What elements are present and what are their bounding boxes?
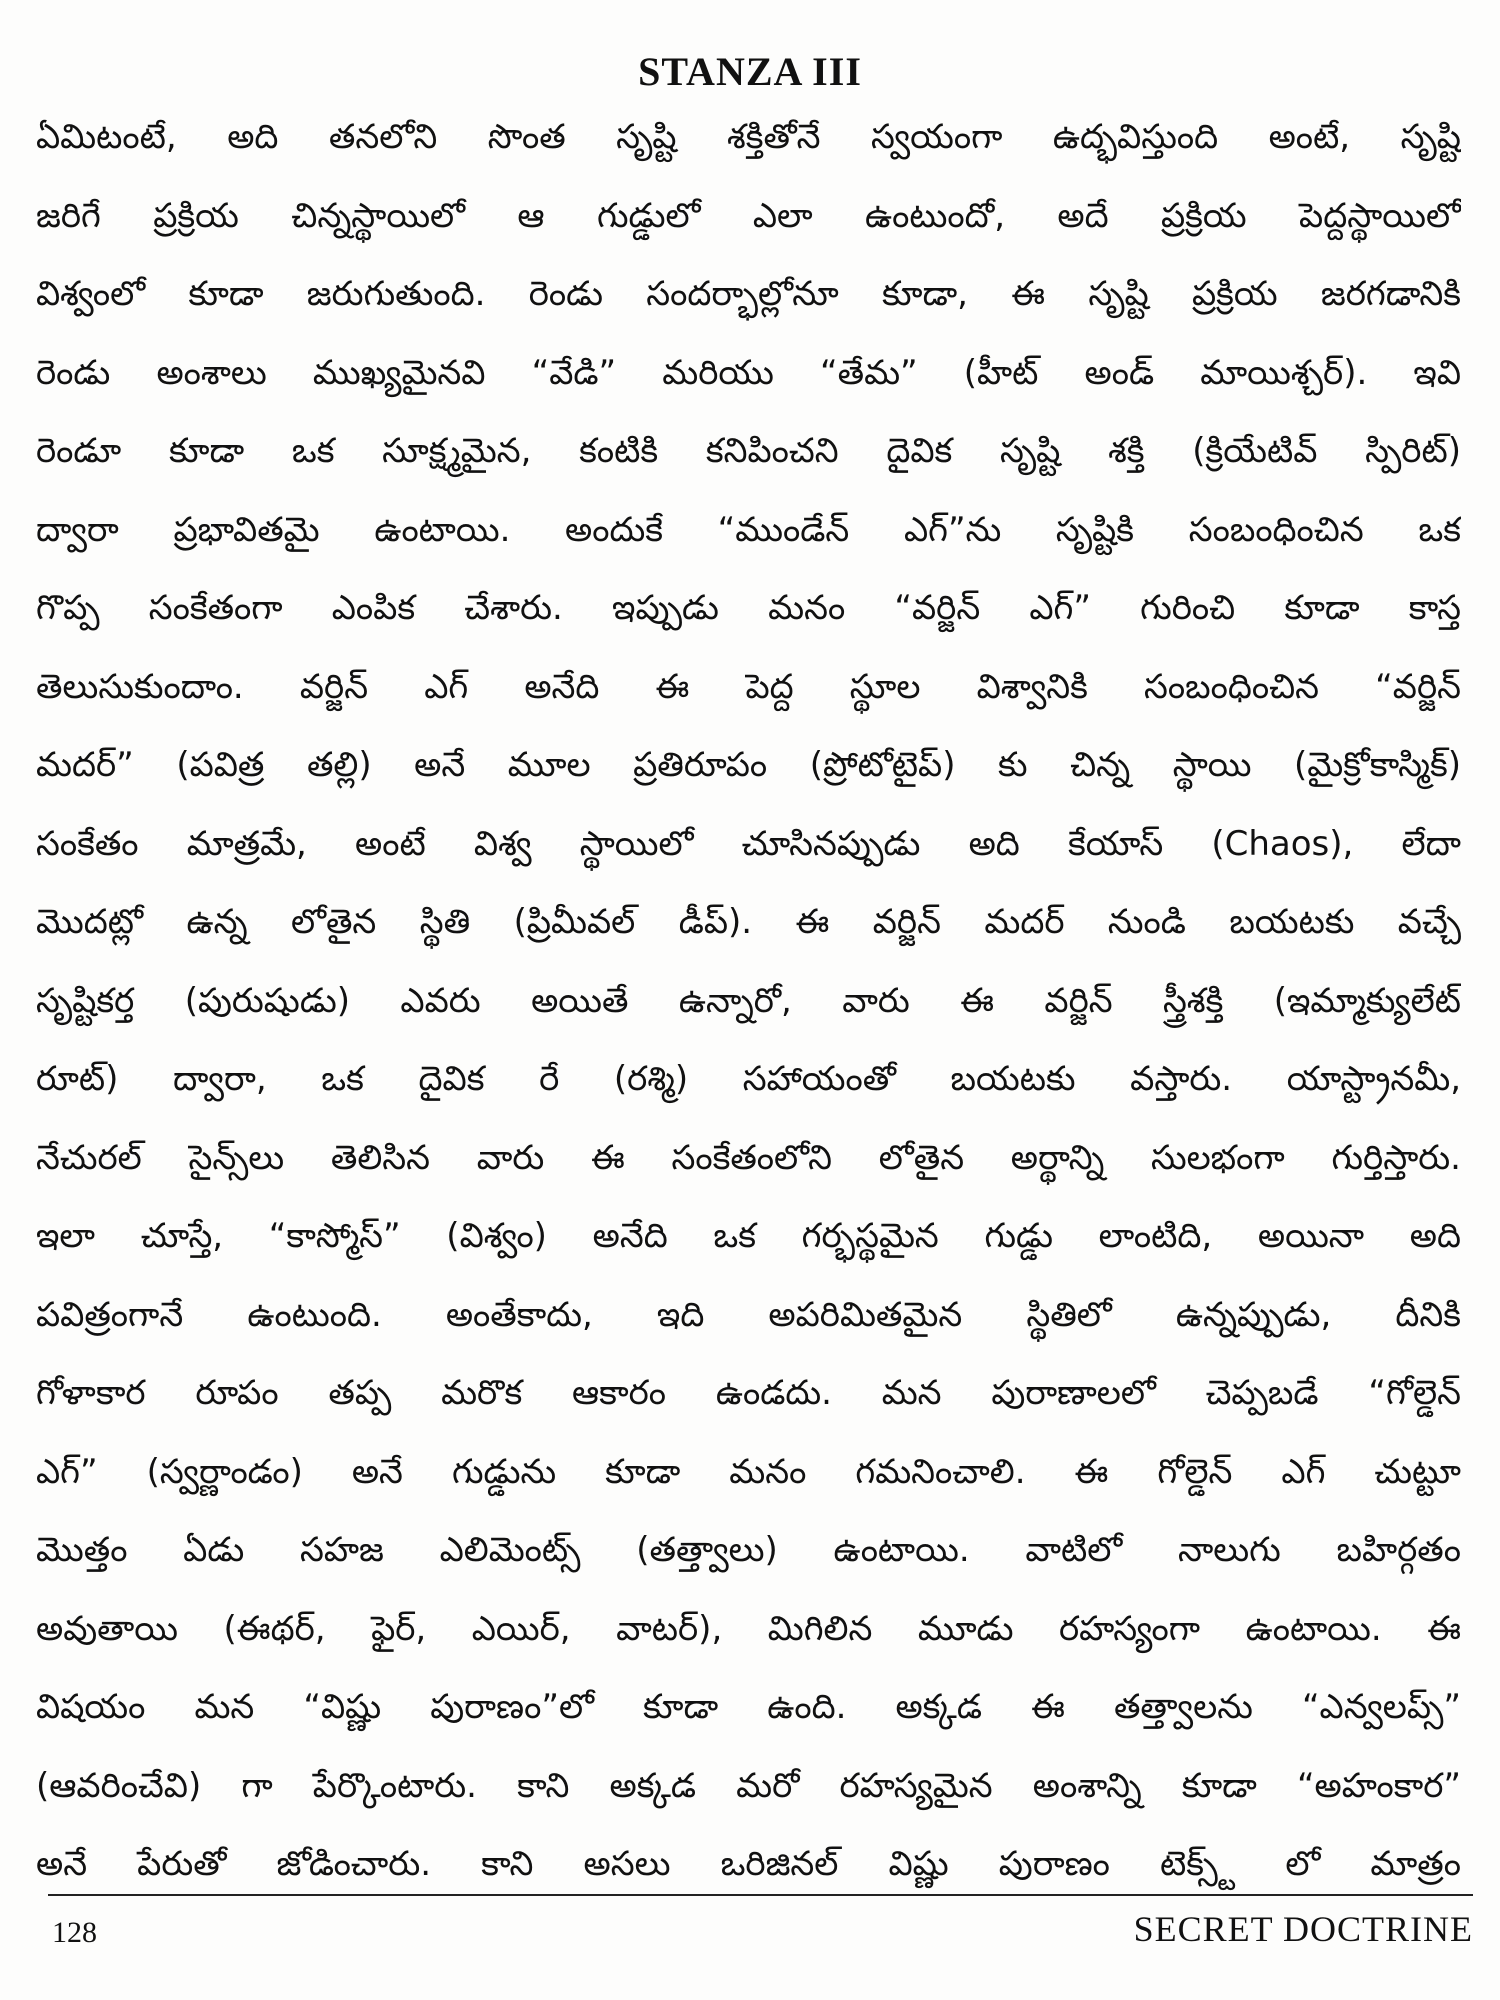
text-line: రెండు అంశాలు ముఖ్యమైనవి “వేడి” మరియు “తేమ” (హీట్ అండ్ మాయిశ్చర్). ఇవి [36,352,1461,393]
text-line: మొదట్లో ఉన్న లోతైన స్థితి (ప్రిమీవల్ డీప్). ఈ వర్జిన్ మదర్ నుండి బయటకు వచ్చే [36,902,1461,942]
text-line: రూట్) ద్వారా, ఒక దైవిక రే (రశ్మి) సహాయంతో బయటకు వస్తారు. యాస్ట్రానమీ, [36,1059,1461,1099]
text-line: అవుతాయి (ఈథర్, ఫైర్, ఎయిర్, వాటర్), మిగిలిన మూడు రహస్యంగా ఉంటాయి. ఈ [36,1608,1461,1649]
text-line: పవిత్రంగానే ఉంటుంది. అంతేకాదు, ఇది అపరిమితమైన స్థితిలో ఉన్నప్పుడు, దీనికి [36,1294,1461,1335]
text-line: ద్వారా ప్రభావితమై ఉంటాయి. అందుకే “ముండేన్ ఎగ్”ను సృష్టికి సంబంధించిన ఒక [36,509,1461,550]
footer-rule [48,1894,1473,1896]
text-line: విశ్వంలో కూడా జరుగుతుంది. రెండు సందర్భాల్లోనూ కూడా, ఈ సృష్టి ప్రక్రియ జరగడానికి [36,274,1461,314]
text-line: విషయం మన “విష్ణు పురాణం”లో కూడా ఉంది. అక్కడ ఈ తత్త్వాలను “ఎన్వలప్స్” [36,1687,1461,1727]
text-line: ఎగ్” (స్వర్ణాండం) అనే గుడ్డును కూడా మనం గమనించాలి. ఈ గోల్డెన్ ఎగ్ చుట్టూ [36,1451,1461,1492]
text-line: సంకేతం మాత్రమే, అంటే విశ్వ స్థాయిలో చూసినప్పుడు అది కేయాస్ (Chaos), లేదా [36,823,1461,864]
text-line: గోళాకార రూపం తప్ప మరొక ఆకారం ఉండదు. మన పురాణాలలో చెప్పబడే “గోల్డెన్ [36,1373,1461,1413]
text-line: మదర్” (పవిత్ర తల్లి) అనే మూల ప్రతిరూపం (ప్రోటోటైప్) కు చిన్న స్థాయి (మైక్రోకాస్మిక్) [36,745,1461,785]
running-title: SECRET DOCTRINE [1133,1909,1473,1949]
text-line: నేచురల్ సైన్స్‌లు తెలిసిన వారు ఈ సంకేతంలోని లోతైన అర్థాన్ని సులభంగా గుర్తిస్తారు. [36,1137,1461,1178]
text-line: ఇలా చూస్తే, “కాస్మోస్” (విశ్వం) అనేది ఒక గర్భస్థమైన గుడ్డు లాంటిది, అయినా అది [36,1216,1461,1256]
text-line: ఏమిటంటే, అది తనలోని సొంత సృష్టి శక్తితోనే స్వయంగా ఉద్భవిస్తుంది అంటే, సృష్టి [36,117,1461,157]
stanza-heading: STANZA III [638,49,862,94]
text-line: గొప్ప సంకేతంగా ఎంపిక చేశారు. ఇప్పుడు మనం “వర్జిన్ ఎగ్” గురించి కూడా కాస్త [36,588,1461,628]
text-line: మొత్తం ఏడు సహజ ఎలిమెంట్స్ (తత్త్వాలు) ఉంటాయి. వాటిలో నాలుగు బహిర్గతం [36,1530,1461,1570]
text-line: జరిగే ప్రక్రియ చిన్నస్థాయిలో ఆ గుడ్డులో ఎలా ఉంటుందో, అదే ప్రక్రియ పెద్దస్థాయిలో [36,195,1461,236]
page-number: 128 [52,1916,97,1949]
text-line: తెలుసుకుందాం. వర్జిన్ ఎగ్ అనేది ఈ పెద్ద స్థూల విశ్వానికి సంబంధించిన “వర్జిన్ [36,666,1461,707]
text-line: అనే పేరుతో జోడించారు. కాని అసలు ఒరిజినల్ విష్ణు పురాణం టెక్స్ట్ లో మాత్రం [36,1844,1461,1884]
body-text [36,98,1461,1904]
text-line: సృష్టికర్త (పురుషుడు) ఎవరు అయితే ఉన్నారో, వారు ఈ వర్జిన్ స్త్రీశక్తి (ఇమ్మాక్యులేట్ [36,980,1461,1021]
text-line: రెండూ కూడా ఒక సూక్ష్మమైన, కంటికి కనిపించని దైవిక సృష్టి శక్తి (క్రియేటివ్ స్పిరిట్) [36,431,1461,471]
text-line: (ఆవరించేవి) గా పేర్కొంటారు. కాని అక్కడ మరో రహస్యమైన అంశాన్ని కూడా “అహంకార” [36,1765,1461,1806]
